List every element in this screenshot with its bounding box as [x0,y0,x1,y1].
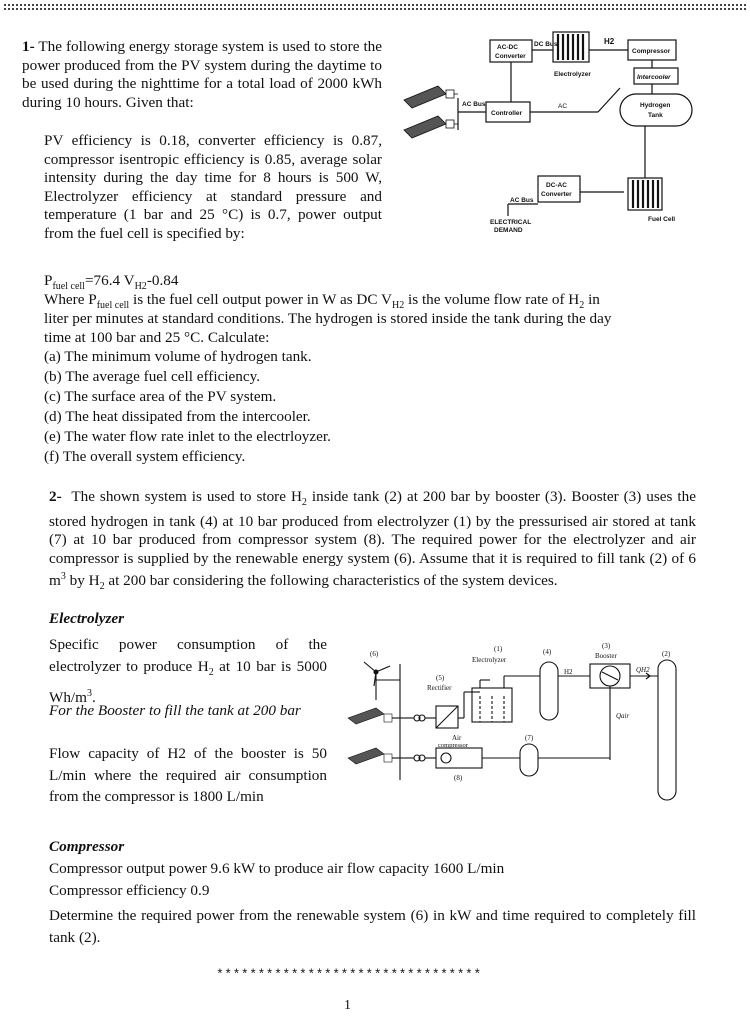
rectifier-label: Rectifier [427,684,452,692]
dcbus-label: DC Bus [534,41,558,48]
svg-text:Converter: Converter [541,191,572,198]
top-dotted-border [4,4,746,6]
h2-label: H2 [604,37,615,46]
problem1-where-1: Where $P_{fuel cell}$ is the fuel cell output power in W as DC $V_{H2}$ is the volume flow rate of $H_2$ in [44,291,600,312]
top-dotted-border-2 [4,8,746,10]
svg-text:Converter: Converter [495,53,526,60]
booster-label: Booster [595,652,617,660]
fuelcell-label: Fuel Cell [648,216,676,223]
label-6: (6) [370,650,379,658]
problem1-formula: $P_{fuel cell}=76.4$ $V_{H2}-0.84$ [44,272,179,293]
item-b: (b) The average fuel cell efficiency. [44,368,261,385]
svg-text:Tank: Tank [648,112,663,119]
energy-storage-diagram [398,28,708,238]
problem1-where-2: liter per minutes at standard conditions. The hydrogen is stored inside the tank during the day [44,310,612,327]
pv-panel-icon [348,708,392,764]
ac-label: AC [558,103,568,110]
tank-label: Hydrogen [640,102,671,109]
separator-stars: ******************************** [216,967,482,982]
problem1-where-3: time at 100 bar and 25 °C. Calculate: [44,329,270,346]
label-3: (3) [602,642,611,650]
compressor-line2: Compressor efficiency 0.9 [49,882,210,899]
item-e: (e) The water flow rate inlet to the electrloyzer. [44,428,331,445]
label-1: (1) [494,645,503,653]
h2-label: H2 [564,668,573,676]
item-a: (a) The minimum volume of hydrogen tank. [44,348,312,365]
electrolyzer-label: Electrolyzer [554,71,591,78]
pv-panel-icon [404,86,458,138]
label-5: (5) [436,674,445,682]
svg-text:DEMAND: DEMAND [494,227,523,234]
label-7: (7) [525,734,534,742]
problem1-intro: 1- The following energy storage system is used to store the power produced from the PV system during the daytime to be used during the nighttime for a total load of 2000 kWh during 10 hours. Given that: [22,38,382,111]
electrolyzer-text: Specific power consumption of the electrolyzer to produce $H_2$ at 10 bar is 5000 $Wh/m^3$. [49,636,328,707]
qh2-label: QH2 [636,666,650,674]
intercooler-label: Intercooler [637,74,671,81]
compressor-label: Compressor [632,48,671,55]
label-8: (8) [454,774,463,782]
dcac-label: DC-AC [546,182,567,189]
problem1-number: 1- [22,38,35,55]
problem1-given: PV efficiency is 0.18, converter efficiency is 0.87, compressor isentropic efficiency is 0.85, average solar intensity during the day time for 8 hours is 500 W, Electrolyzer efficiency at standard pressure and temperature (1 bar and 25 °C) is 0.7, power output from the fuel cell is specified by: [44,132,382,242]
hydrogen-booster-diagram [340,640,690,810]
label-4: (4) [543,648,552,656]
acbus-label: AC Bus [462,101,486,108]
problem2-intro: 2- The shown system is used to store $H_2$ inside tank (2) at 200 bar by booster (3). Booster (3) uses the stored hydrogen in tank (4) at 10 bar produced from electrolyzer (1) by the pressurised air stored at tank (7) at 10 bar produced from compressor system (8). The required power for the electrolyzer and air compressor is supplied by the renewable energy system (6). Assume that it is required to fill tank (2) of 6 $m^3$ by $H_2$ at 200 bar considering the following characteristics of the system devices. [49,488,696,593]
controller-label: Controller [491,110,523,117]
booster-heading: For the Booster to fill the tank at 200 bar [49,702,301,719]
problem2-question: Determine the required power from the renewable system (6) in kW and time required to completely fill tank (2). [49,907,696,946]
booster-text: Flow capacity of H2 of the booster is 50 L/min where the required air consumption from the compressor is 1800 L/min [49,745,327,805]
acbus2-label: AC Bus [510,197,534,204]
compressor-heading: Compressor [49,838,125,855]
page-number: 1 [344,998,351,1013]
item-c: (c) The surface area of the PV system. [44,388,277,405]
problem2-number: 2- [49,488,62,505]
acdc-label: AC-DC [497,44,518,51]
demand-label: ELECTRICAL [490,219,532,226]
qair-label: Qair [616,712,630,720]
item-d: (d) The heat dissipated from the intercooler. [44,408,311,425]
item-f: (f) The overall system efficiency. [44,448,246,465]
electrolyzer-heading: Electrolyzer [49,610,125,627]
compressor-line1: Compressor output power 9.6 kW to produce air flow capacity 1600 L/min [49,860,505,877]
label-2: (2) [662,650,671,658]
air-label: Air [452,734,462,742]
compressor-label: compressor [438,742,468,749]
electrolyzer-label: Electrolyzer [472,656,507,664]
